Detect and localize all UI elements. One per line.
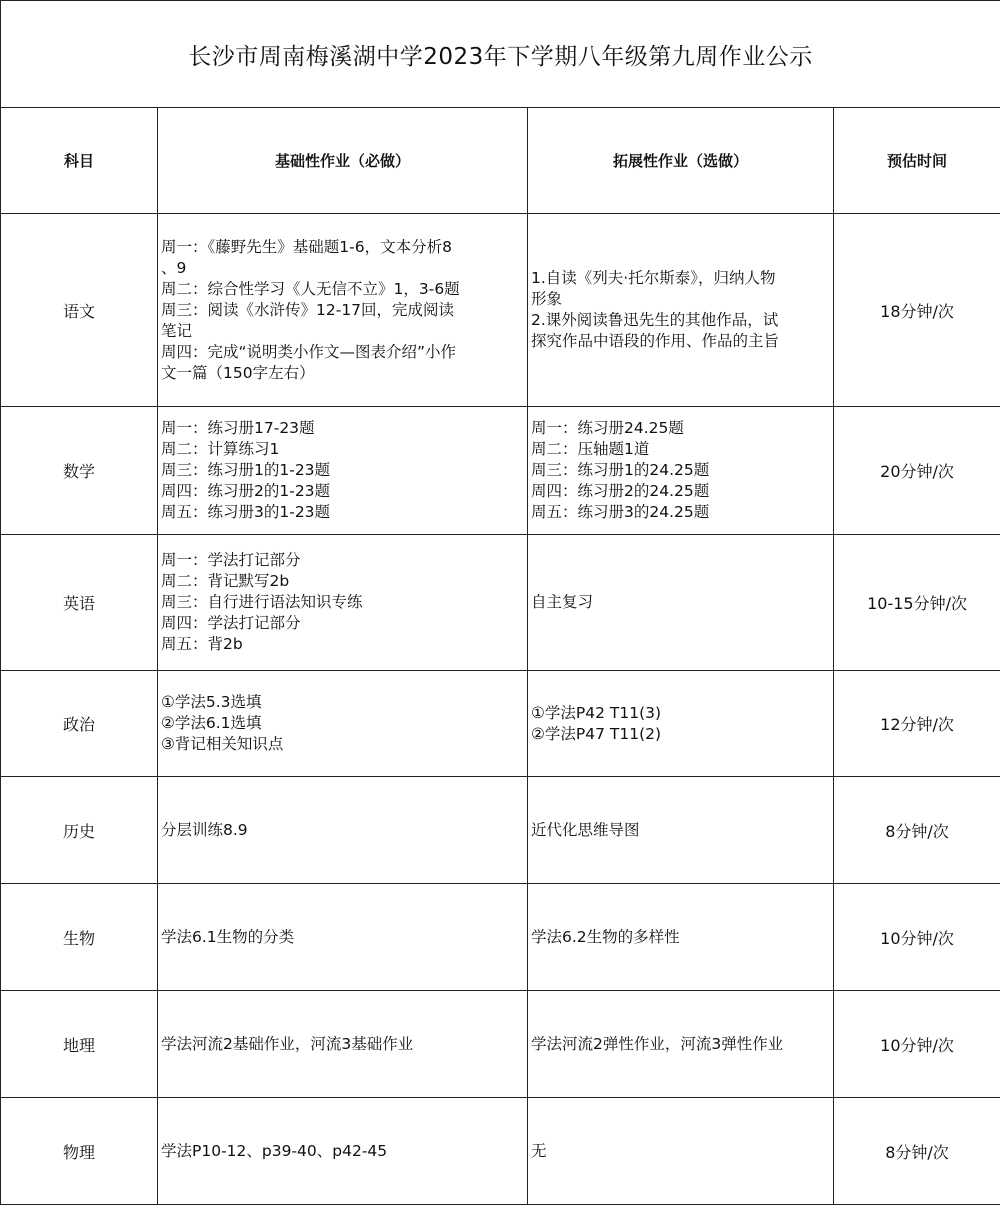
homework-line: 学法6.1生物的分类 [161, 927, 525, 948]
homework-line: 探究作品中语段的作用、作品的主旨 [531, 331, 831, 352]
subject-cell: 生物 [1, 884, 158, 991]
homework-line: 周五：背2b [161, 634, 525, 655]
time-cell: 10分钟/次 [834, 884, 1000, 991]
basic-homework-cell [158, 671, 528, 777]
extended-homework-cell [528, 671, 834, 777]
basic-homework-cell [158, 407, 528, 535]
table-row [1, 884, 1000, 991]
time-cell: 8分钟/次 [834, 1098, 1000, 1205]
extended-homework-cell [528, 884, 834, 991]
homework-line: ①学法5.3选填 [161, 692, 525, 713]
subject-cell: 政治 [1, 671, 158, 777]
homework-line: 自主复习 [531, 592, 831, 613]
subject-cell: 英语 [1, 535, 158, 671]
homework-line: 分层训练8.9 [161, 820, 525, 841]
basic-homework-cell [158, 777, 528, 884]
subject-cell: 历史 [1, 777, 158, 884]
subject-cell: 地理 [1, 991, 158, 1098]
table-row [1, 991, 1000, 1098]
time-cell: 8分钟/次 [834, 777, 1000, 884]
homework-line: 周五：练习册3的1-23题 [161, 502, 525, 523]
homework-line: 周一：练习册17-23题 [161, 418, 525, 439]
homework-line: ③背记相关知识点 [161, 734, 525, 755]
homework-line: 2.课外阅读鲁迅先生的其他作品，试 [531, 310, 831, 331]
extended-homework-cell [528, 535, 834, 671]
homework-line: 周二：综合性学习《人无信不立》1，3-6题 [161, 279, 525, 300]
homework-line: 1.自读《列夫·托尔斯泰》，归纳人物 [531, 268, 831, 289]
homework-line: 周二：计算练习1 [161, 439, 525, 460]
header-extended: 拓展性作业（选做） [528, 108, 834, 214]
header-time: 预估时间 [834, 108, 1000, 214]
homework-line: 周四：练习册2的1-23题 [161, 481, 525, 502]
homework-line: 、9 [161, 258, 525, 279]
homework-line: 周二：背记默写2b [161, 571, 525, 592]
table-row [1, 214, 1000, 407]
homework-line: 周三：练习册1的24.25题 [531, 460, 831, 481]
basic-homework-cell [158, 991, 528, 1098]
homework-line: 学法河流2弹性作业，河流3弹性作业 [531, 1034, 831, 1055]
basic-homework-cell [158, 884, 528, 991]
table-row [1, 535, 1000, 671]
page-title: 长沙市周南梅溪湖中学2023年下学期八年级第九周作业公示 [1, 1, 1000, 108]
title-row [1, 1, 1000, 108]
homework-line: 周一：《藤野先生》基础题1-6，文本分析8 [161, 237, 525, 258]
time-cell: 18分钟/次 [834, 214, 1000, 407]
homework-line: 笔记 [161, 321, 525, 342]
homework-line: ②学法6.1选填 [161, 713, 525, 734]
homework-line: 形象 [531, 289, 831, 310]
basic-homework-cell [158, 214, 528, 407]
homework-line: 周四：学法打记部分 [161, 613, 525, 634]
time-cell: 10分钟/次 [834, 991, 1000, 1098]
subject-cell: 数学 [1, 407, 158, 535]
header-basic: 基础性作业（必做） [158, 108, 528, 214]
extended-homework-cell [528, 991, 834, 1098]
homework-line: 周一：学法打记部分 [161, 550, 525, 571]
basic-homework-cell [158, 1098, 528, 1205]
header-row [1, 108, 1000, 214]
homework-line: 周一：练习册24.25题 [531, 418, 831, 439]
homework-line: ①学法P42 T11(3) [531, 703, 831, 724]
time-cell: 12分钟/次 [834, 671, 1000, 777]
header-subject: 科目 [1, 108, 158, 214]
homework-line: 学法6.2生物的多样性 [531, 927, 831, 948]
homework-line: 周四：练习册2的24.25题 [531, 481, 831, 502]
extended-homework-cell [528, 214, 834, 407]
homework-line: 周三：自行进行语法知识专练 [161, 592, 525, 613]
homework-line: 周四：完成“说明类小作文—图表介绍”小作 [161, 342, 525, 363]
homework-line: 学法P10-12、p39-40、p42-45 [161, 1141, 525, 1162]
table-row [1, 407, 1000, 535]
basic-homework-cell [158, 535, 528, 671]
time-cell: 20分钟/次 [834, 407, 1000, 535]
extended-homework-cell [528, 407, 834, 535]
table-row [1, 1098, 1000, 1205]
table-row [1, 671, 1000, 777]
homework-line: 学法河流2基础作业，河流3基础作业 [161, 1034, 525, 1055]
homework-line: 文一篇（150字左右） [161, 363, 525, 384]
homework-line: 近代化思维导图 [531, 820, 831, 841]
homework-line: 周二：压轴题1道 [531, 439, 831, 460]
homework-line: 周三：阅读《水浒传》12-17回，完成阅读 [161, 300, 525, 321]
homework-line: 周五：练习册3的24.25题 [531, 502, 831, 523]
homework-line: 周三：练习册1的1-23题 [161, 460, 525, 481]
homework-line: 无 [531, 1141, 831, 1162]
subject-cell: 物理 [1, 1098, 158, 1205]
subject-cell: 语文 [1, 214, 158, 407]
extended-homework-cell [528, 777, 834, 884]
extended-homework-cell [528, 1098, 834, 1205]
time-cell: 10-15分钟/次 [834, 535, 1000, 671]
table-row [1, 777, 1000, 884]
homework-line: ②学法P47 T11(2) [531, 724, 831, 745]
